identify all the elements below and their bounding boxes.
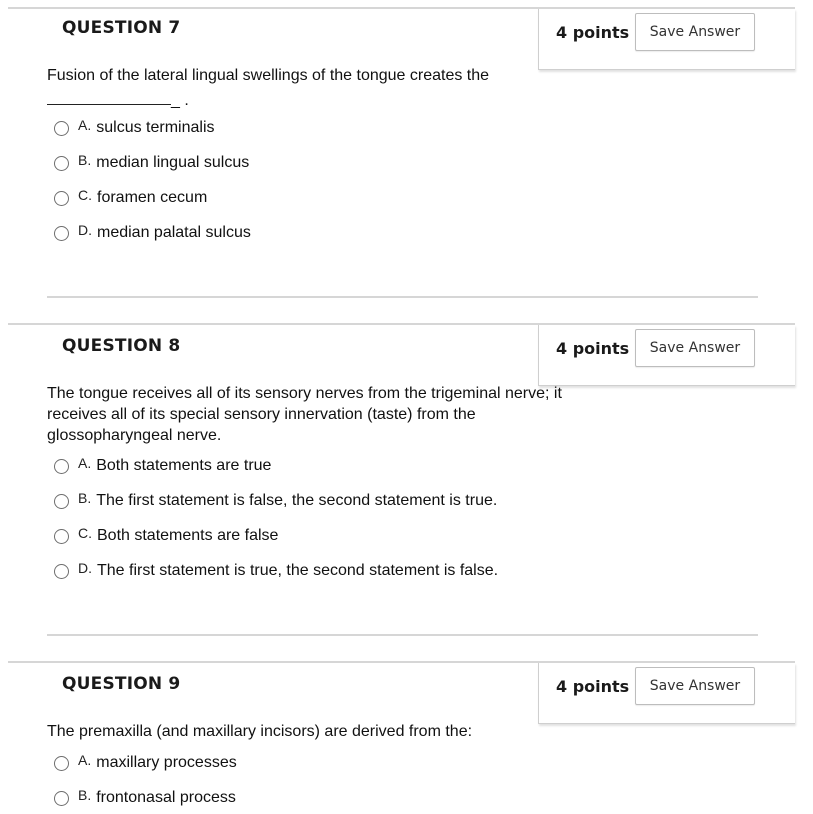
option-text[interactable]: frontonasal process bbox=[96, 789, 236, 806]
option-text[interactable]: Both statements are false bbox=[97, 527, 279, 544]
radio-button[interactable] bbox=[54, 156, 69, 171]
option-letter: B. bbox=[78, 787, 92, 803]
option-text[interactable]: foramen cecum bbox=[97, 189, 208, 206]
question-text: The tongue receives all of its sensory nerves from the trigeminal nerve; it receives all of its special sensory innervation (taste) from the glossopharyngeal nerve. bbox=[47, 385, 562, 444]
option-letter: C. bbox=[78, 525, 92, 541]
answer-option[interactable] bbox=[54, 152, 249, 174]
points-value: 4 points bbox=[556, 677, 630, 696]
question-text bbox=[47, 65, 607, 111]
points-value: 4 points bbox=[556, 339, 630, 358]
option-text[interactable]: sulcus terminalis bbox=[96, 119, 215, 136]
answer-option[interactable] bbox=[54, 222, 251, 244]
option-letter: D. bbox=[78, 560, 92, 576]
option-text[interactable]: maxillary processes bbox=[96, 754, 237, 771]
radio-button[interactable] bbox=[54, 756, 69, 771]
points-panel bbox=[538, 663, 795, 724]
option-text[interactable]: The first statement is false, the second statement is true. bbox=[96, 492, 498, 509]
question-title: QUESTION 9 bbox=[62, 674, 181, 694]
option-letter: A. bbox=[78, 752, 92, 768]
save-answer-button[interactable]: Save Answer bbox=[635, 329, 755, 367]
question-bottom-divider bbox=[47, 296, 758, 298]
answer-option[interactable] bbox=[54, 117, 215, 139]
option-letter: A. bbox=[78, 117, 92, 133]
option-text[interactable]: median lingual sulcus bbox=[96, 154, 250, 171]
answer-option[interactable] bbox=[54, 187, 207, 209]
radio-button[interactable] bbox=[54, 529, 69, 544]
points-panel bbox=[538, 325, 795, 386]
question-title: QUESTION 8 bbox=[62, 336, 181, 356]
radio-button[interactable] bbox=[54, 191, 69, 206]
option-letter: A. bbox=[78, 455, 92, 471]
answer-blank bbox=[47, 94, 171, 105]
answer-option[interactable] bbox=[54, 490, 497, 512]
option-text[interactable]: The first statement is true, the second statement is false. bbox=[97, 562, 499, 579]
radio-button[interactable] bbox=[54, 494, 69, 509]
question-title: QUESTION 7 bbox=[62, 18, 181, 38]
points-panel bbox=[538, 9, 795, 70]
points-value: 4 points bbox=[556, 23, 630, 42]
save-answer-button[interactable]: Save Answer bbox=[635, 13, 755, 51]
answer-option[interactable] bbox=[54, 787, 236, 809]
option-letter: B. bbox=[78, 152, 92, 168]
answer-option[interactable] bbox=[54, 752, 237, 774]
question-text-body: Fusion of the lateral lingual swellings of the tongue creates the bbox=[47, 67, 490, 84]
radio-button[interactable] bbox=[54, 226, 69, 241]
radio-button[interactable] bbox=[54, 459, 69, 474]
radio-button[interactable] bbox=[54, 564, 69, 579]
save-answer-button[interactable]: Save Answer bbox=[635, 667, 755, 705]
answer-option[interactable] bbox=[54, 560, 498, 582]
option-letter: D. bbox=[78, 222, 92, 238]
answer-option[interactable] bbox=[54, 525, 278, 547]
option-text[interactable]: Both statements are true bbox=[96, 457, 272, 474]
question-text-suffix: _ . bbox=[171, 92, 189, 109]
option-letter: C. bbox=[78, 187, 92, 203]
radio-button[interactable] bbox=[54, 791, 69, 806]
radio-button[interactable] bbox=[54, 121, 69, 136]
option-letter: B. bbox=[78, 490, 92, 506]
answer-option[interactable] bbox=[54, 455, 271, 477]
option-text[interactable]: median palatal sulcus bbox=[97, 224, 251, 241]
question-text: The premaxilla (and maxillary incisors) are derived from the: bbox=[47, 723, 473, 740]
question-bottom-divider bbox=[47, 634, 758, 636]
